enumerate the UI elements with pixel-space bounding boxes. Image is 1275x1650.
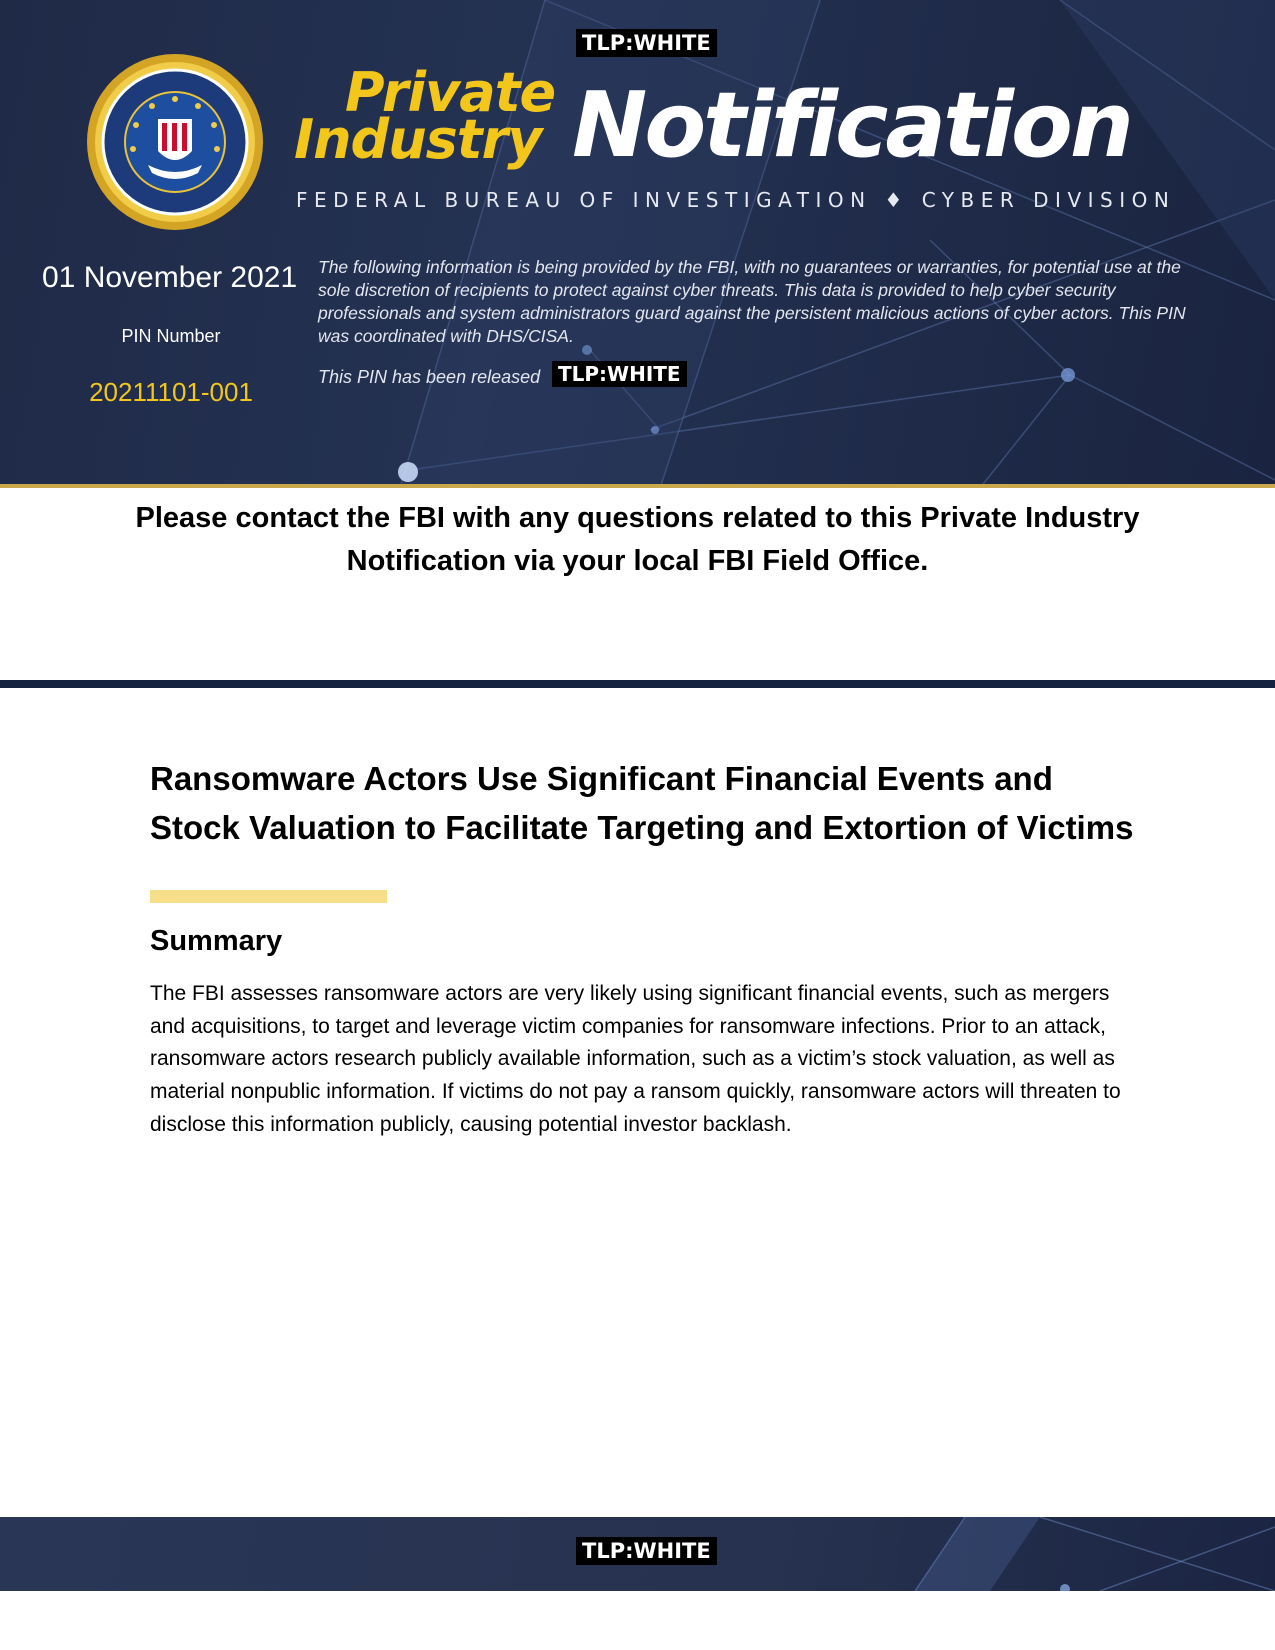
brand-private-text: Private [345, 61, 556, 124]
tlp-badge-top: TLP:WHITE [576, 29, 717, 57]
summary-paragraph: The FBI assesses ransomware actors are very likely using significant financial events, such as mergers and acquisitions, to target and leverage victim companies for ransomware infections. Prior to an attack, ransomware actors research publicly available information, such as a victim’s stock valuation, as well as material nonpublic information. If victims do not pay a ransom quickly, ransomware actors will threaten to disclose this information publicly, causing potential investor backlash. [150, 982, 1121, 1136]
pin-number: 20211101-001 [89, 377, 253, 407]
section-divider [0, 680, 1275, 688]
tlp-badge-bottom: TLP:WHITE [576, 1537, 717, 1565]
disclaimer-text: The following information is being provided by the FBI, with no guarantees or warranties, for potential use at the sole discretion of recipients to protect against cyber threats. This data is provided to help cyber security professionals and system administrators guard against the persistent malicious actions of cyber actors. This PIN was coordinated with DHS/CISA. [318, 257, 1186, 346]
document-title: Ransomware Actors Use Significant Financial Events and Stock Valuation to Facilitate Targeting and Extortion of Victims [150, 760, 1134, 846]
pin-label: PIN Number [121, 326, 221, 346]
fbi-seal-icon [86, 53, 264, 231]
brand-notification-text: Notification [572, 73, 1131, 178]
publication-date: 01 November 2021 [42, 261, 298, 294]
footer-banner [0, 1517, 1275, 1591]
brand-industry-text: Industry [294, 108, 542, 171]
gold-rule-divider [0, 484, 1275, 488]
tlp-badge-inline: TLP:WHITE [552, 361, 687, 387]
header-banner [0, 0, 1275, 488]
contact-notice: Please contact the FBI with any questions related to this Private Industry Notification via your local FBI Field Office. [135, 502, 1140, 577]
release-statement: This PIN has been released [318, 367, 541, 387]
agency-line: FEDERAL BUREAU OF INVESTIGATION ♦ CYBER DIVISION [296, 188, 1176, 212]
accent-bar [150, 890, 387, 903]
summary-heading: Summary [150, 925, 283, 957]
